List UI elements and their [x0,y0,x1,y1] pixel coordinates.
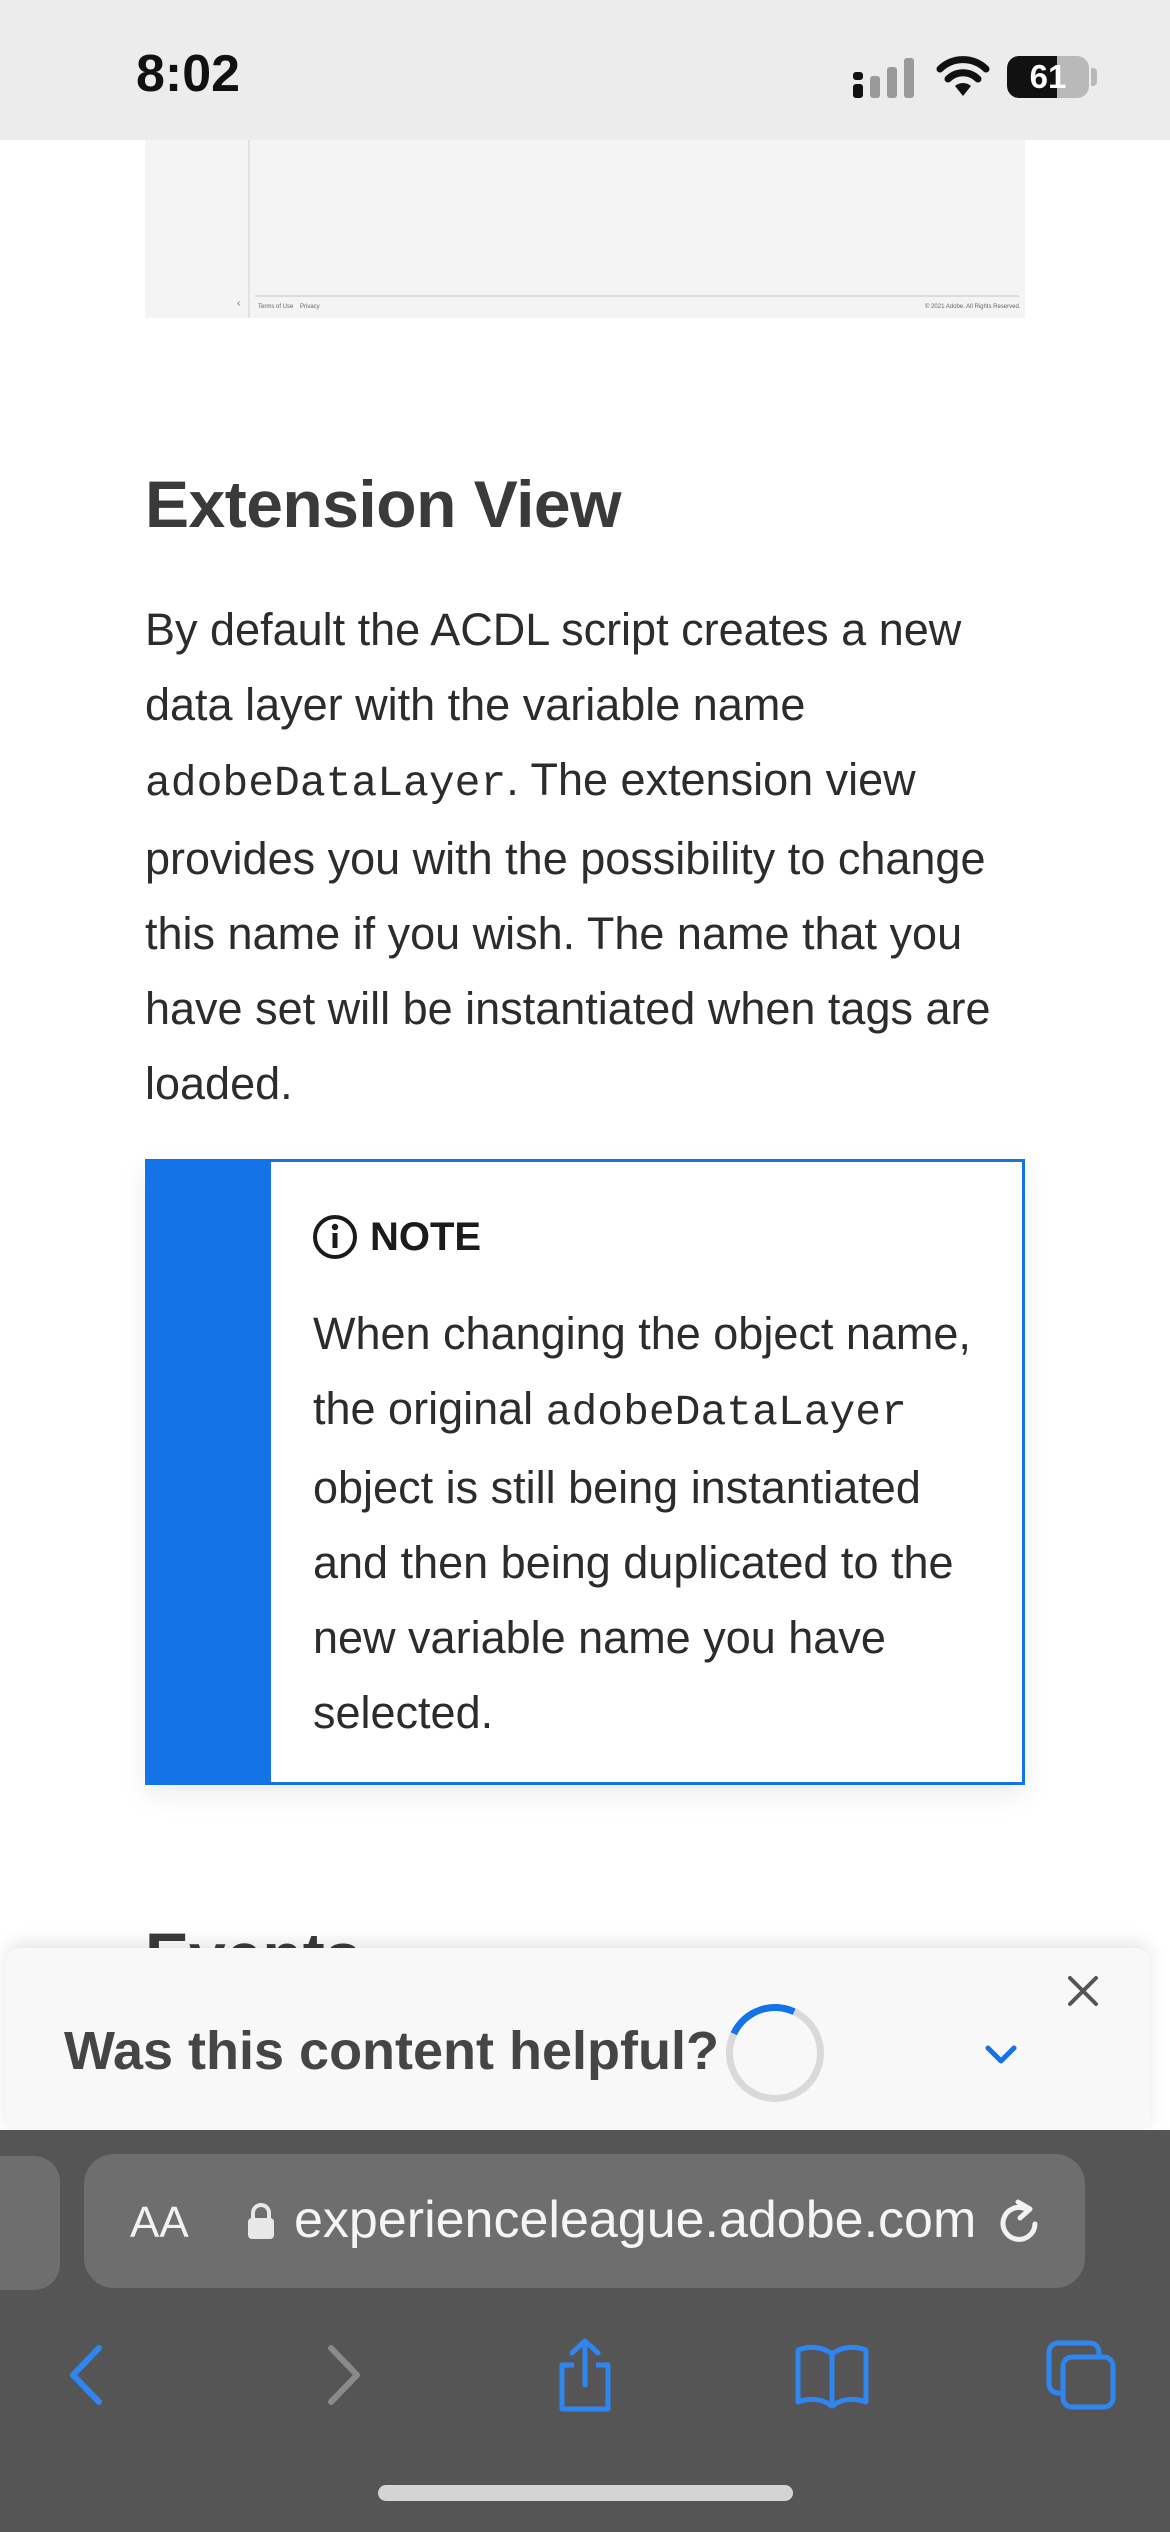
forward-button[interactable] [296,2330,386,2420]
embedded-chevron: ‹ [237,298,241,309]
book-icon [792,2340,872,2410]
embedded-footer-link: Terms of Use [258,304,294,310]
note-accent-bar [148,1162,271,1782]
close-icon[interactable] [1058,1966,1108,2016]
section-heading: Extension View [145,467,621,541]
embedded-copyright: © 2021 Adobe. All Rights Reserved. [925,304,1021,310]
previous-tab-peek[interactable] [0,2156,60,2290]
inline-code: adobeDataLayer [145,759,507,808]
lock-icon [246,2202,276,2240]
info-icon [312,1214,358,1260]
paragraph-text: By default the ACDL script creates a new data layer with the variable name [145,604,962,730]
chevron-down-icon[interactable] [976,2030,1026,2080]
note-body [313,1296,993,1750]
tabs-button[interactable] [1036,2330,1126,2420]
note-text: object is still being instantiated and then being duplicated to the new variable name you have selected. [313,1462,954,1738]
paragraph-text: . The extension view provides you with the possibility to change this name if you wish. The name that you have set will be instantiated when tags are loaded. [145,754,991,1109]
tabs-icon [1043,2337,1119,2413]
chevron-right-icon [311,2340,371,2410]
note-text: When changing the object name, the original [313,1308,971,1434]
feedback-question: Was this content helpful? [64,2021,719,2081]
share-icon [550,2335,620,2415]
note-title: NOTE [370,1214,482,1259]
home-indicator[interactable] [378,2485,793,2501]
battery-level: 61 [1029,58,1067,95]
embedded-screenshot [145,140,1025,318]
wifi-icon [935,54,991,96]
embedded-divider [248,140,250,318]
browser-toolbar [0,2130,1170,2532]
address-bar[interactable] [84,2154,1085,2288]
embedded-footer-line [255,295,1019,297]
status-time: 8:02 [136,45,241,103]
section-paragraph [145,592,1025,1121]
battery-icon [1007,56,1089,98]
text-size-label: AA [130,2198,189,2247]
inline-code: adobeDataLayer [545,1388,907,1437]
bookmarks-button[interactable] [787,2330,877,2420]
note-header [312,1214,481,1260]
cellular-signal-icon [853,58,915,98]
text-size-button[interactable] [130,2198,189,2248]
share-button[interactable] [540,2330,630,2420]
chevron-left-icon [59,2340,119,2410]
feedback-panel [6,1948,1150,2130]
reload-icon[interactable] [990,2194,1048,2252]
note-callout [145,1159,1025,1785]
loading-spinner [712,1990,838,2116]
embedded-footer-link: Privacy [300,304,320,310]
battery-tip [1091,68,1097,86]
back-button[interactable] [44,2330,134,2420]
status-bar [0,0,1170,140]
url-text[interactable]: experienceleague.adobe.com [294,2191,977,2249]
